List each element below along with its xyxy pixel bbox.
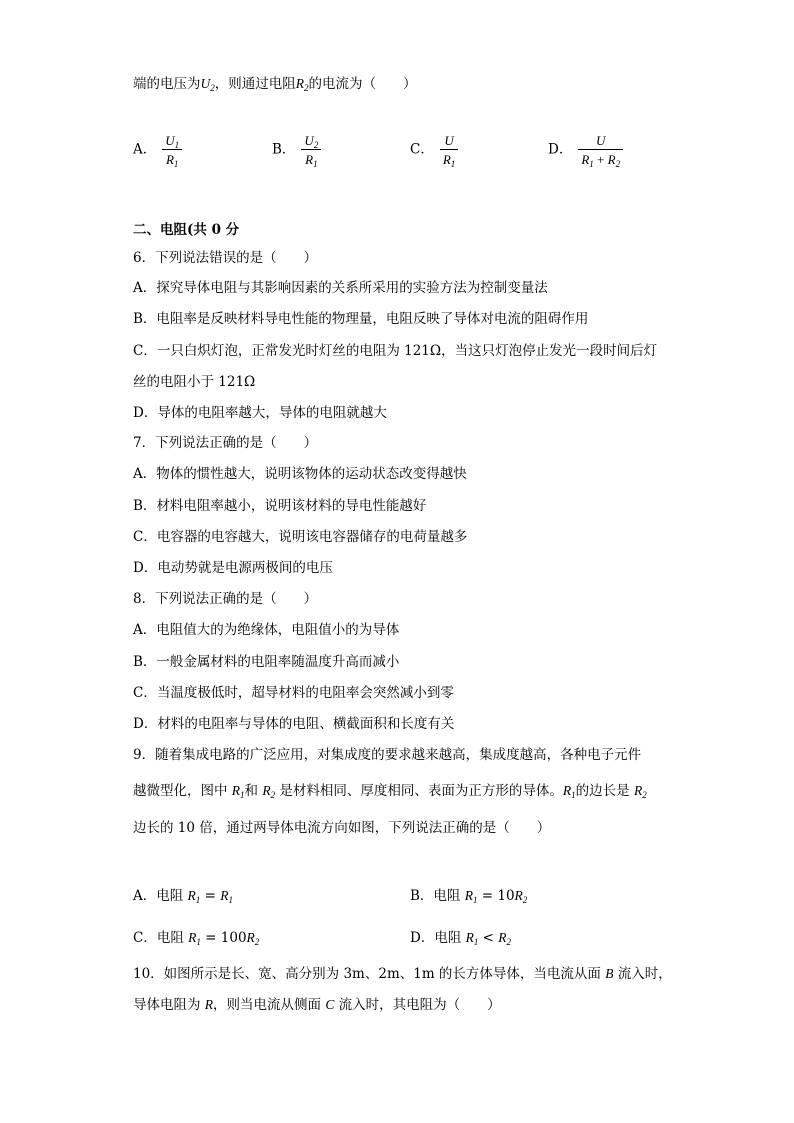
q6-stem: 6．下列说法错误的是（ ） [133, 250, 318, 266]
fraction: $\frac{U}{R_1 + R_2}$ [578, 134, 623, 166]
option-label: B． [272, 141, 296, 158]
q8-option-a[interactable]: A．电阻值大的为绝缘体，电阻值小的为导体 [133, 622, 400, 638]
q9-option-a[interactable]: A．电阻 $R_1 = R_1$ [133, 888, 233, 905]
q7-stem: 7．下列说法正确的是（ ） [133, 435, 318, 451]
section-heading: 二、电阻(共 0 分 [133, 222, 240, 238]
q5-text-prefix: 端的电压为 [133, 76, 201, 92]
q9-option-b[interactable]: B．电阻 $R_1 = 10R_2$ [410, 888, 528, 905]
q7-option-c[interactable]: C．电容器的电容越大，说明该电容器储存的电荷量越多 [133, 529, 468, 545]
q8-option-d[interactable]: D．材料的电阻率与导体的电阻、横截面积和长度有关 [133, 716, 455, 732]
q6-option-c[interactable]: C．一只白炽灯泡，正常发光时灯丝的电阻为 121Ω，当这只灯泡停止发光一段时间后灯 [133, 343, 658, 359]
q5-text-mid: ，则通过电阻 [214, 76, 296, 92]
q5-u: $U_2$ [200, 76, 215, 93]
q9-line-3: 边长的 10 倍，通过两导体电流方向如图，下列说法正确的是（ ） [133, 820, 551, 836]
option-label: C． [410, 141, 434, 158]
q5-r: $R_2$ [295, 76, 309, 93]
option-label: D． [548, 141, 573, 158]
fraction: $\frac{U_1}{R_1}$ [162, 134, 182, 166]
q8-option-c[interactable]: C．当温度极低时，超导材料的电阻率会突然减小到零 [133, 685, 454, 701]
q5-text-suffix: 的电流为（ ） [308, 76, 417, 92]
q6-option-a[interactable]: A．探究导体电阻与其影响因素的关系所采用的实验方法为控制变量法 [133, 280, 548, 296]
q7-option-b[interactable]: B．材料电阻率越小，说明该材料的导电性能越好 [133, 498, 427, 514]
q10-line-2: 导体电阻为 R，则当电流从侧面 C 流入时，其电阻为（ ） [133, 997, 501, 1013]
q9-option-c[interactable]: C．电阻 $R_1 = 100R_2$ [133, 930, 260, 947]
q9-line-1: 9．随着集成电路的广泛应用，对集成度的要求越来越高，集成度越高，各种电子元件 [133, 747, 642, 763]
q5-option-d[interactable] [548, 133, 623, 169]
q5-option-c[interactable] [410, 133, 458, 169]
q5-tail [133, 72, 417, 92]
q8-option-b[interactable]: B．一般金属材料的电阻率随温度升高而减小 [133, 654, 400, 670]
fraction: $\frac{U_2}{R_1}$ [301, 134, 321, 166]
q7-option-a[interactable]: A．物体的惯性越大，说明该物体的运动状态改变得越快 [133, 466, 467, 482]
q6-option-d[interactable]: D．导体的电阻率越大，导体的电阻就越大 [133, 405, 387, 421]
option-label: A． [133, 141, 157, 158]
q6-option-b[interactable]: B．电阻率是反映材料导电性能的物理量，电阻反映了导体对电流的阻碍作用 [133, 311, 589, 327]
q9-line-2: 越微型化，图中 $R_1$和 $R_2$ 是材料相同、厚度相同、表面为正方形的导体。$R_1$的边长是 $R_2$ [133, 783, 647, 800]
q5-option-b[interactable] [272, 133, 321, 169]
fraction: $\frac{U}{R_1}$ [440, 134, 458, 166]
q7-option-d[interactable]: D．电动势就是电源两极间的电压 [133, 560, 333, 576]
q9-option-d[interactable]: D．电阻 $R_1 < R_2$ [410, 930, 512, 947]
q6-option-c-cont: 丝的电阻小于 121Ω [133, 374, 256, 390]
q5-option-a[interactable] [133, 133, 182, 169]
q10-line-1: 10．如图所示是长、宽、高分别为 3m、2m、1m 的长方体导体，当电流从面 B 流入时， [133, 966, 672, 982]
q8-stem: 8．下列说法正确的是（ ） [133, 591, 318, 607]
